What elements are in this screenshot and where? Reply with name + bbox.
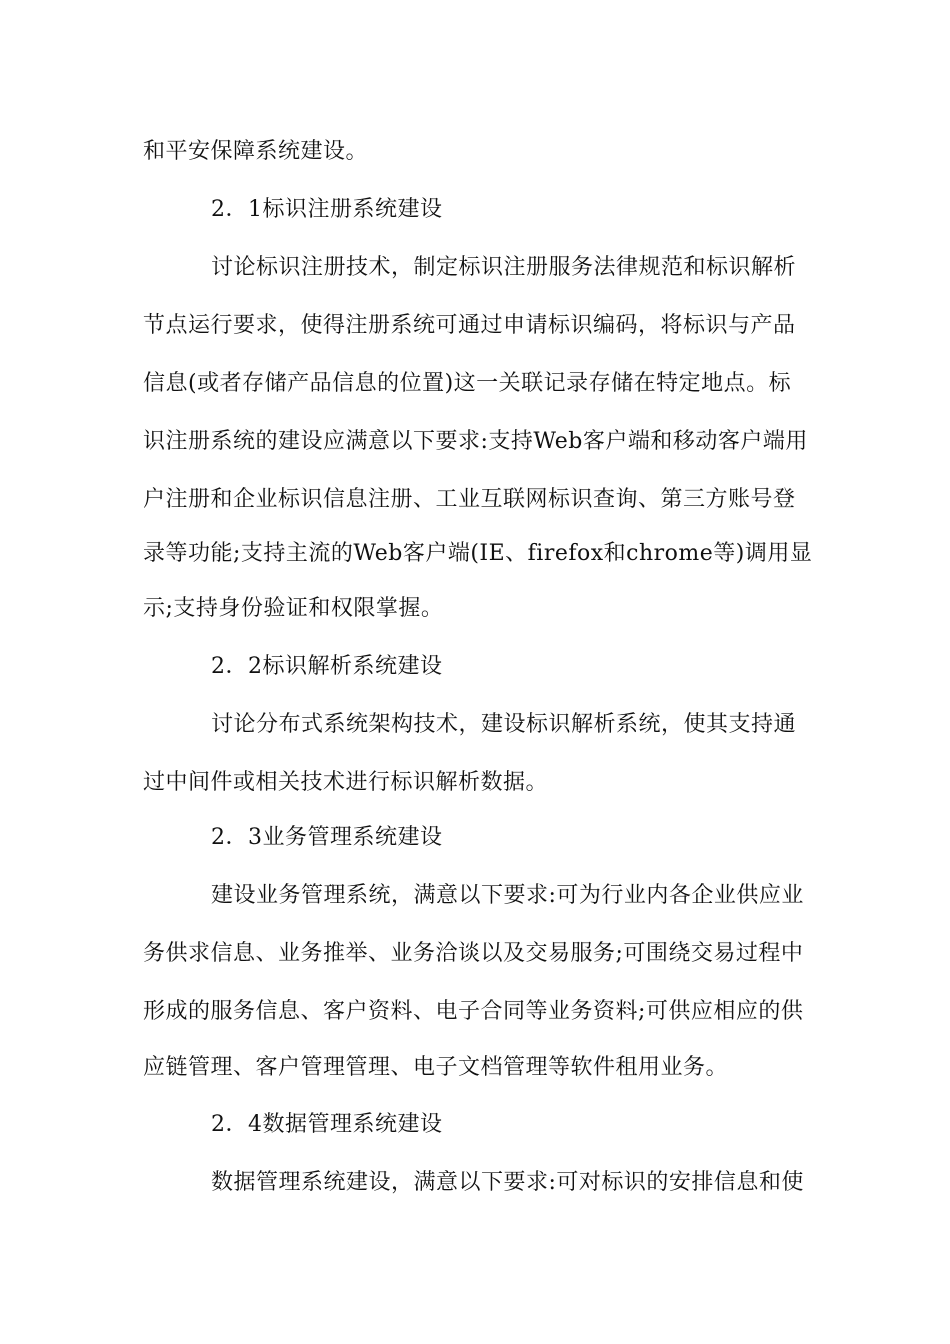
paragraph-line: 示;支持身份验证和权限掌握。 bbox=[143, 596, 444, 621]
section-heading-2-2: 2．2标识解析系统建设 bbox=[211, 654, 443, 679]
paragraph-line: 节点运行要求，使得注册系统可通过申请标识编码，将标识与产品 bbox=[143, 313, 796, 338]
paragraph-line: 信息(或者存储产品信息的位置)这一关联记录存储在特定地点。标 bbox=[143, 371, 792, 396]
paragraph-line: 务供求信息、业务推举、业务洽谈以及交易服务;可围绕交易过程中 bbox=[143, 941, 804, 966]
paragraph-line: 形成的服务信息、客户资料、电子合同等业务资料;可供应相应的供 bbox=[143, 999, 804, 1024]
paragraph-line: 录等功能;支持主流的Web客户端(IE、firefox和chrome等)调用显 bbox=[143, 541, 813, 566]
section-heading-2-1: 2．1标识注册系统建设 bbox=[211, 197, 443, 222]
paragraph-line: 过中间件或相关技术进行标识解析数据。 bbox=[143, 770, 549, 795]
paragraph-line: 讨论标识注册技术，制定标识注册服务法律规范和标识解析 bbox=[211, 255, 797, 280]
section-heading-2-3: 2．3业务管理系统建设 bbox=[211, 825, 443, 850]
section-heading-2-4: 2．4数据管理系统建设 bbox=[211, 1112, 443, 1137]
paragraph-line: 建设业务管理系统，满意以下要求:可为行业内各企业供应业 bbox=[211, 883, 804, 908]
paragraph-line: 数据管理系统建设，满意以下要求:可对标识的安排信息和使 bbox=[211, 1170, 804, 1195]
paragraph-line: 应链管理、客户管理管理、电子文档管理等软件租用业务。 bbox=[143, 1055, 729, 1080]
paragraph-line: 户注册和企业标识信息注册、工业互联网标识查询、第三方账号登 bbox=[143, 487, 796, 512]
paragraph-line: 和平安保障系统建设。 bbox=[143, 139, 369, 164]
paragraph-line: 识注册系统的建设应满意以下要求:支持Web客户端和移动客户端用 bbox=[143, 429, 808, 454]
paragraph-line: 讨论分布式系统架构技术，建设标识解析系统，使其支持通 bbox=[211, 712, 797, 737]
